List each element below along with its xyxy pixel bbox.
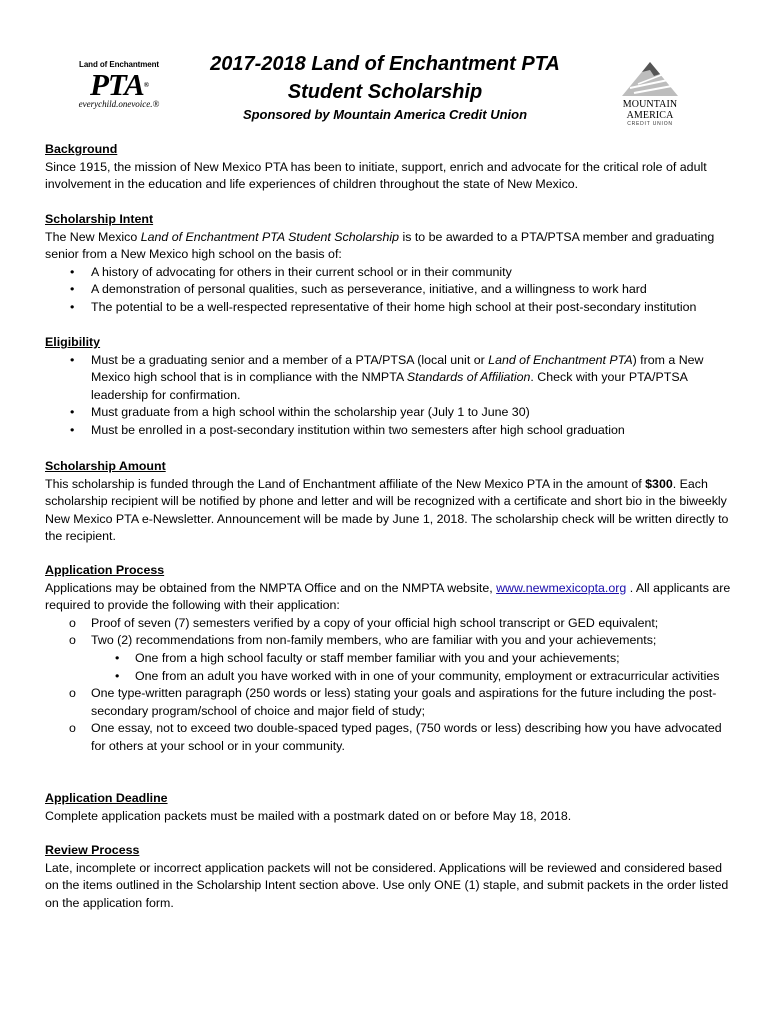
mountain-america-name: MOUNTAIN AMERICA bbox=[622, 99, 678, 121]
list-item bbox=[45, 615, 735, 633]
circle-glyph: o bbox=[69, 721, 76, 736]
list-item bbox=[45, 264, 735, 282]
deadline-text: Complete application packets must be mailed with a postmark dated on or before May 18, 2018. bbox=[45, 808, 572, 823]
process-item-4: One essay, not to exceed two double-spaced typed pages, (750 words or less) describing how you have advocated for others at your school or in your community. bbox=[91, 721, 722, 753]
bullet-glyph: • bbox=[115, 668, 120, 683]
bullet-glyph: • bbox=[70, 282, 75, 297]
intent-text bbox=[45, 229, 735, 264]
nmpta-website-link[interactable]: www.newmexicopta.org bbox=[496, 580, 627, 595]
list-item bbox=[45, 281, 735, 299]
pta-logo-top-text: Land of Enchantment bbox=[79, 60, 159, 69]
intent-heading: Scholarship Intent bbox=[45, 212, 154, 226]
list-item bbox=[45, 352, 735, 405]
section-eligibility bbox=[45, 334, 735, 440]
eligibility-bullet-1-italic1: Land of Enchantment PTA bbox=[488, 352, 633, 367]
process-items-continued bbox=[45, 685, 735, 755]
intent-text-pre: The New Mexico bbox=[45, 229, 141, 244]
amount-text bbox=[45, 476, 735, 546]
process-subitems bbox=[45, 650, 735, 685]
list-item bbox=[45, 668, 735, 686]
intent-bullet-2: A demonstration of personal qualities, such as perseverance, initiative, and a willingness to work hard bbox=[91, 282, 647, 297]
section-deadline bbox=[45, 790, 735, 825]
process-subitem-2: One from an adult you have worked with in one of your community, employment or extracurricular activities bbox=[135, 668, 720, 683]
list-item bbox=[45, 720, 735, 755]
list-item bbox=[45, 422, 735, 440]
amount-text-pre: This scholarship is funded through the Land of Enchantment affiliate of the New Mexico PTA in the amount of bbox=[45, 476, 646, 491]
list-item bbox=[45, 685, 735, 720]
review-heading: Review Process bbox=[45, 843, 140, 857]
bullet-glyph: • bbox=[70, 299, 75, 314]
list-item bbox=[45, 632, 735, 650]
section-process bbox=[45, 562, 735, 756]
eligibility-bullet-3: Must be enrolled in a post-secondary institution within two semesters after high school graduation bbox=[91, 422, 625, 437]
pta-logo bbox=[78, 60, 160, 109]
section-intent bbox=[45, 211, 735, 317]
process-items bbox=[45, 615, 735, 650]
page-subtitle: Student Scholarship bbox=[287, 81, 483, 103]
amount-text-post: . Each scholarship recipient will be notified by phone and letter and will be recognized with a certificate and short bio in the biweekly New Mexico PTA e-Newsletter. Announcement will be made by June 1, 2018. The scholarship check will be written directly to the recipient. bbox=[45, 476, 729, 544]
amount-value: $300 bbox=[645, 476, 673, 491]
deadline-heading: Application Deadline bbox=[45, 791, 168, 805]
eligibility-bullet-1-italic2: Standards of Affiliation bbox=[406, 370, 531, 385]
pta-logo-reg: ® bbox=[143, 81, 149, 89]
eligibility-bullets bbox=[45, 352, 735, 440]
process-text-pre: Applications may be obtained from the NMPTA Office and on the NMPTA website, bbox=[45, 580, 497, 595]
background-heading: Background bbox=[45, 142, 118, 156]
section-review bbox=[45, 842, 735, 912]
page-title: 2017-2018 Land of Enchantment PTA bbox=[210, 53, 560, 75]
section-amount bbox=[45, 458, 735, 546]
circle-glyph: o bbox=[69, 686, 76, 701]
list-item bbox=[45, 299, 735, 317]
mountain-america-logo bbox=[604, 58, 696, 127]
sponsor-line: Sponsored by Mountain America Credit Union bbox=[242, 107, 528, 122]
process-heading: Application Process bbox=[45, 563, 165, 577]
intent-text-italic: Land of Enchantment PTA Student Scholarship bbox=[140, 229, 400, 244]
eligibility-bullet-1b: ) from a New Mexico high school that is in compliance with the NMPTA bbox=[91, 352, 704, 385]
pta-logo-tagline: everychild.onevoice.® bbox=[78, 99, 160, 109]
amount-heading: Scholarship Amount bbox=[45, 459, 166, 473]
process-item-2: Two (2) recommendations from non-family members, who are familiar with you and your achievements; bbox=[91, 633, 657, 648]
eligibility-bullet-1a: Must be a graduating senior and a member of a PTA/PTSA (local unit or bbox=[91, 352, 489, 367]
intent-bullets bbox=[45, 264, 735, 317]
circle-glyph: o bbox=[69, 615, 76, 630]
bullet-glyph: • bbox=[70, 352, 75, 367]
bullet-glyph: • bbox=[70, 422, 75, 437]
process-text-post: . All applicants are required to provide the following with their application: bbox=[45, 580, 731, 613]
intent-bullet-1: A history of advocating for others in their current school or in their community bbox=[91, 264, 512, 279]
bullet-glyph: • bbox=[70, 264, 75, 279]
mountain-icon bbox=[620, 58, 680, 98]
section-background bbox=[45, 141, 735, 194]
eligibility-bullet-1c: . Check with your PTA/PTSA leadership for confirmation. bbox=[91, 370, 688, 402]
mountain-america-sub: CREDIT UNION bbox=[627, 121, 673, 127]
list-item bbox=[45, 404, 735, 422]
process-item-3: One type-written paragraph (250 words or less) stating your goals and aspirations for the future including the post-secondary program/school of choice and major field of study; bbox=[91, 686, 717, 718]
circle-glyph: o bbox=[69, 633, 76, 648]
review-text: Late, incomplete or incorrect application packets will not be considered. Applications will be reviewed and considered based on the items outlined in the Scholarship Intent section above. Use only ONE (1) staple, and submit packets in the order listed on the application form. bbox=[45, 860, 729, 910]
background-text: Since 1915, the mission of New Mexico PTA has been to initiate, support, enrich and advocate for the critical role of adult involvement in the education and life experiences of children throughout the state of New Mexico. bbox=[45, 159, 707, 192]
process-item-1: Proof of seven (7) semesters verified by a copy of your official high school transcript or GED equivalent; bbox=[91, 615, 659, 630]
bullet-glyph: • bbox=[70, 405, 75, 420]
pta-logo-mark-text: PTA bbox=[89, 67, 144, 102]
intent-text-post: is to be awarded to a PTA/PTSA member and graduating senior from a New Mexico high school on the basis of: bbox=[45, 229, 715, 262]
bullet-glyph: • bbox=[115, 650, 120, 665]
process-text bbox=[45, 580, 735, 615]
eligibility-bullet-2: Must graduate from a high school within the scholarship year (July 1 to June 30) bbox=[91, 405, 530, 420]
intent-bullet-3: The potential to be a well-respected representative of their home high school at their post-secondary institution bbox=[91, 299, 697, 314]
process-subitem-1: One from a high school faculty or staff member familiar with you and your achievements; bbox=[135, 650, 620, 665]
list-item bbox=[45, 650, 735, 668]
eligibility-heading: Eligibility bbox=[45, 335, 101, 349]
pta-logo-mark bbox=[78, 69, 160, 101]
